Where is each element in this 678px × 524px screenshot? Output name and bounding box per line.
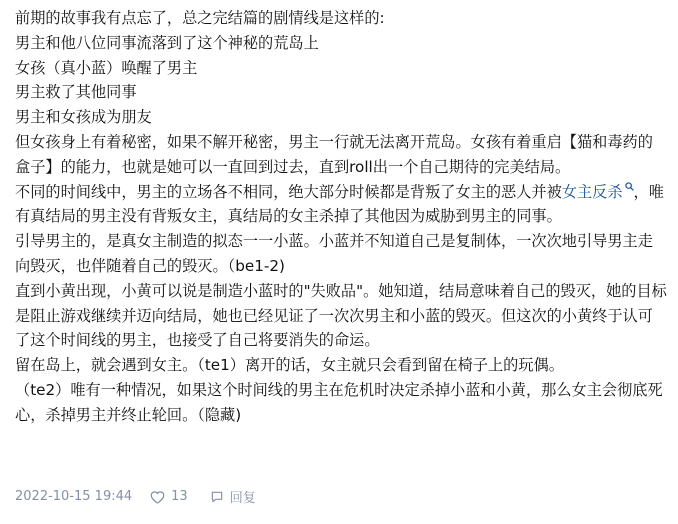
reply-icon[interactable] bbox=[210, 490, 224, 504]
like-button[interactable] bbox=[150, 489, 188, 504]
search-icon[interactable] bbox=[625, 182, 634, 191]
like-count[interactable]: 13 bbox=[171, 489, 188, 504]
comment-paragraph: 女孩（真小蓝）唤醒了男主 bbox=[15, 58, 198, 77]
search-link-label[interactable]: 女主反杀 bbox=[561, 182, 623, 201]
comment-paragraph: 引导男主的，是真女主制造的拟态一一小蓝。小蓝并不知道自己是复制体，一次次地引导男主走向毁灭，也伴随着自己的毁灭。（be1-2) bbox=[15, 232, 653, 275]
comment-paragraph: 男主和他八位同事流落到了这个神秘的荒岛上 bbox=[15, 33, 319, 52]
comment-paragraph: 前期的故事我有点忘了，总之完结篇的剧情线是这样的: bbox=[15, 9, 385, 27]
comment-timestamp: 2022-10-15 19:44 bbox=[15, 489, 133, 504]
comment-footer bbox=[15, 487, 256, 506]
reply-label[interactable]: 回复 bbox=[229, 491, 256, 506]
comment-paragraph: 男主救了其他同事 bbox=[15, 83, 137, 102]
comment-paragraph: 男主和女孩成为朋友 bbox=[15, 108, 152, 127]
comment-paragraph: 直到小黄出现，小黄可以说是制造小蓝时的"失败品"。她知道，结局意味着自己的毁灭，她的目标是阻止游戏继续并迈向结局，她也已经见证了一次次男主和小蓝的毁灭。但这次的小黄终于认可了这个时间线的男主，也接受了自己将要消失的命运。 bbox=[15, 281, 667, 350]
comment-paragraph-with-link bbox=[15, 180, 668, 230]
paragraph-text-before-link: 不同的时间线中，男主的立场各不相同，绝大部分时候都是背叛了女主的恶人并被 bbox=[15, 182, 562, 201]
comment-paragraph: 留在岛上，就会遇到女主。（te1）离开的话，女主就只会看到留在椅子上的玩偶。 bbox=[15, 356, 564, 375]
reply-button[interactable] bbox=[210, 487, 256, 506]
paragraph-text-after-link: ，唯有真结局的男主没有背叛女主，真结局的女主杀掉了其他因为威胁到男主的同事。 bbox=[15, 182, 664, 226]
search-link-female-lead-revenge[interactable] bbox=[562, 183, 634, 201]
like-icon[interactable] bbox=[150, 490, 165, 504]
comment-paragraph: 但女孩身上有着秘密，如果不解开秘密，男主一行就无法离开荒岛。女孩有着重启【猫和毒药的盒子】的能力，也就是她可以一直回到过去，直到roll出一个自己期待的完美结局。 bbox=[15, 132, 653, 176]
comment-paragraph: （te2）唯有一种情况，如果这个时间线的男主在危机时决定杀掉小蓝和小黄，那么女主会彻底死心，杀掉男主并终止轮回。（隐藏) bbox=[15, 380, 663, 424]
